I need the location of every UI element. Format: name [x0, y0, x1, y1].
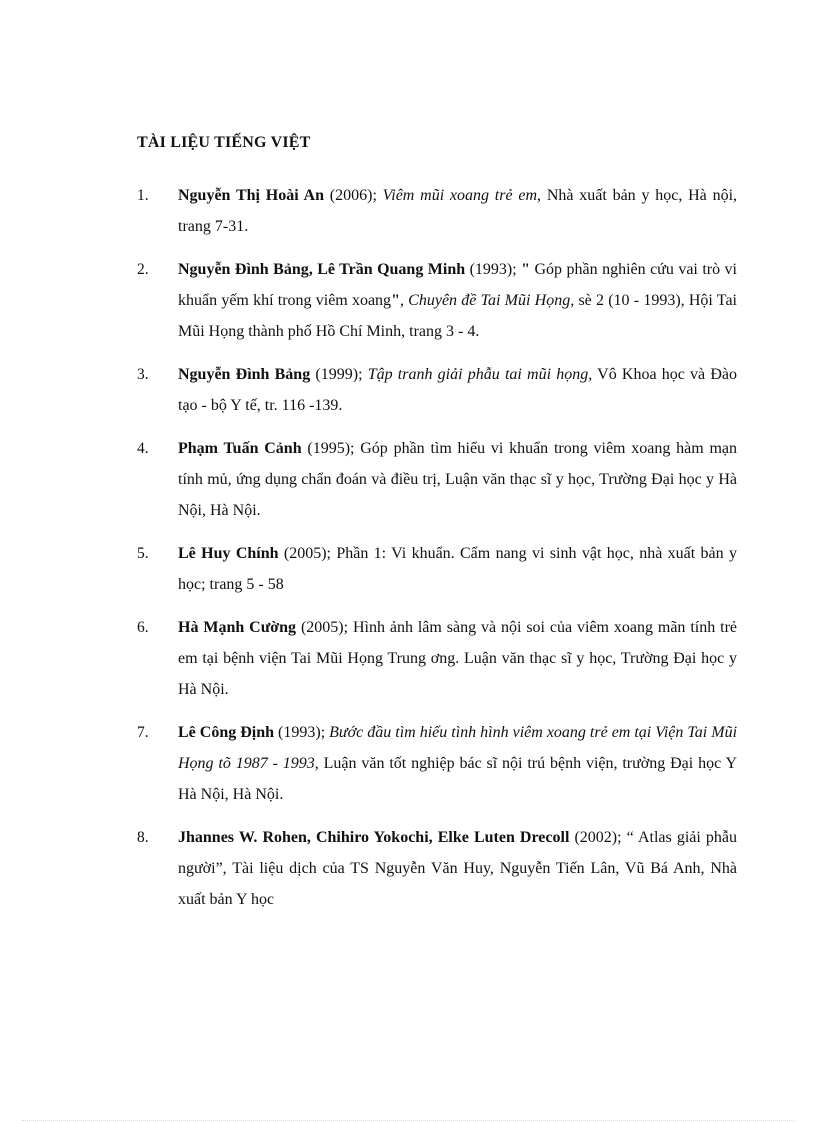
reference-text [178, 433, 737, 526]
reference-year: (1993); [274, 724, 330, 741]
reference-text [178, 822, 737, 915]
reference-author: Hà Mạnh Cường [178, 619, 297, 636]
reference-details: , Nhà xuất bản y học, Hà nội, trang 7-31. [178, 187, 738, 235]
reference-author: Lê Công Định [178, 724, 275, 741]
reference-author: Nguyễn Đình Bảng, Lê Trần Quang Minh [178, 261, 466, 278]
reference-item-7 [137, 717, 737, 810]
page-bottom-divider [22, 1120, 794, 1121]
reference-text [178, 180, 737, 242]
quote-mark: " [521, 261, 531, 278]
quote-mark: " [391, 292, 400, 309]
reference-item-8 [137, 822, 737, 915]
reference-year: (1993); [465, 261, 522, 278]
reference-details: (2005); Hình ảnh lâm sàng và nội soi của viêm xoang mãn tính trẻ em tại bệnh viện Tai Mũi Họng Trung ơng. Luận văn thạc sĩ y học, Trường Đại học y Hà Nội. [178, 619, 737, 698]
reference-year: (2006); [324, 187, 383, 204]
reference-number: 6. [137, 619, 149, 636]
reference-text [178, 538, 737, 600]
reference-year: (1999); [310, 366, 368, 383]
reference-text [178, 717, 737, 810]
reference-item-6 [137, 612, 737, 705]
reference-author: Nguyễn Đình Bảng [178, 366, 311, 383]
reference-number: 8. [137, 829, 149, 846]
section-heading: TÀI LIỆU TIẾNG VIỆT [137, 134, 311, 151]
reference-details: (1995); Góp phần tìm hiểu vi khuẩn trong viêm xoang hàm mạn tính mủ, ứng dụng chẩn đoán và điều trị, Luận văn thạc sĩ y học, Trường Đại học y Hà Nội, Hà Nội. [178, 440, 737, 519]
reference-text [178, 254, 737, 347]
reference-number: 2. [137, 261, 149, 278]
reference-author: Lê Huy Chính [178, 545, 279, 562]
reference-number: 4. [137, 440, 149, 457]
reference-title: Chuyên đề Tai Mũi Họng, [408, 292, 575, 309]
reference-number: 1. [137, 187, 149, 204]
reference-details: Luận văn tốt nghiệp bác sĩ nội trú bệnh viện, trường Đại học Y Hà Nội, Hà Nội. [178, 755, 737, 803]
reference-details: (2002); “ Atlas giải phẫu người”, Tài liệu dịch của TS Nguyễn Văn Huy, Nguyễn Tiến Lân, Vũ Bá Anh, Nhà xuất bản Y học [178, 829, 738, 908]
reference-number: 7. [137, 724, 149, 741]
reference-details: (2005); Phần 1: Vi khuẩn. Cẩm nang vi sinh vật học, nhà xuất bản y học; trang 5 - 58 [178, 545, 738, 593]
reference-text [178, 359, 737, 421]
reference-author: Nguyễn Thị Hoài An [178, 187, 324, 204]
reference-title: Viêm mũi xoang trẻ em [382, 187, 538, 204]
reference-list [137, 180, 737, 927]
reference-separator: , [399, 292, 409, 309]
reference-title: Tập tranh giải phẫu tai mũi họng, [367, 366, 593, 383]
reference-article: Góp phần nghiên cứu vai trò vi khuẩn yếm khí trong viêm xoang [178, 261, 737, 309]
reference-details: sè 2 (10 - 1993), Hội Tai Mũi Họng thành phố Hồ Chí Minh, trang 3 - 4. [178, 292, 737, 340]
reference-details: Vô Khoa học và Đào tạo - bộ Y tế, tr. 116 -139. [178, 366, 738, 414]
reference-number: 5. [137, 545, 149, 562]
reference-author: Phạm Tuấn Cảnh [178, 440, 302, 457]
reference-item-1 [137, 180, 737, 242]
reference-text [178, 612, 737, 705]
reference-number: 3. [137, 366, 149, 383]
reference-item-5 [137, 538, 737, 600]
reference-item-2 [137, 254, 737, 347]
reference-item-3 [137, 359, 737, 421]
reference-item-4 [137, 433, 737, 526]
reference-author: Jhannes W. Rohen, Chihiro Yokochi, Elke Luten Drecoll [178, 829, 570, 846]
reference-title: Bước đầu tìm hiểu tình hình viêm xoang trẻ em tại Viện Tai Mũi Họng tõ 1987 - 1993, [178, 724, 738, 772]
